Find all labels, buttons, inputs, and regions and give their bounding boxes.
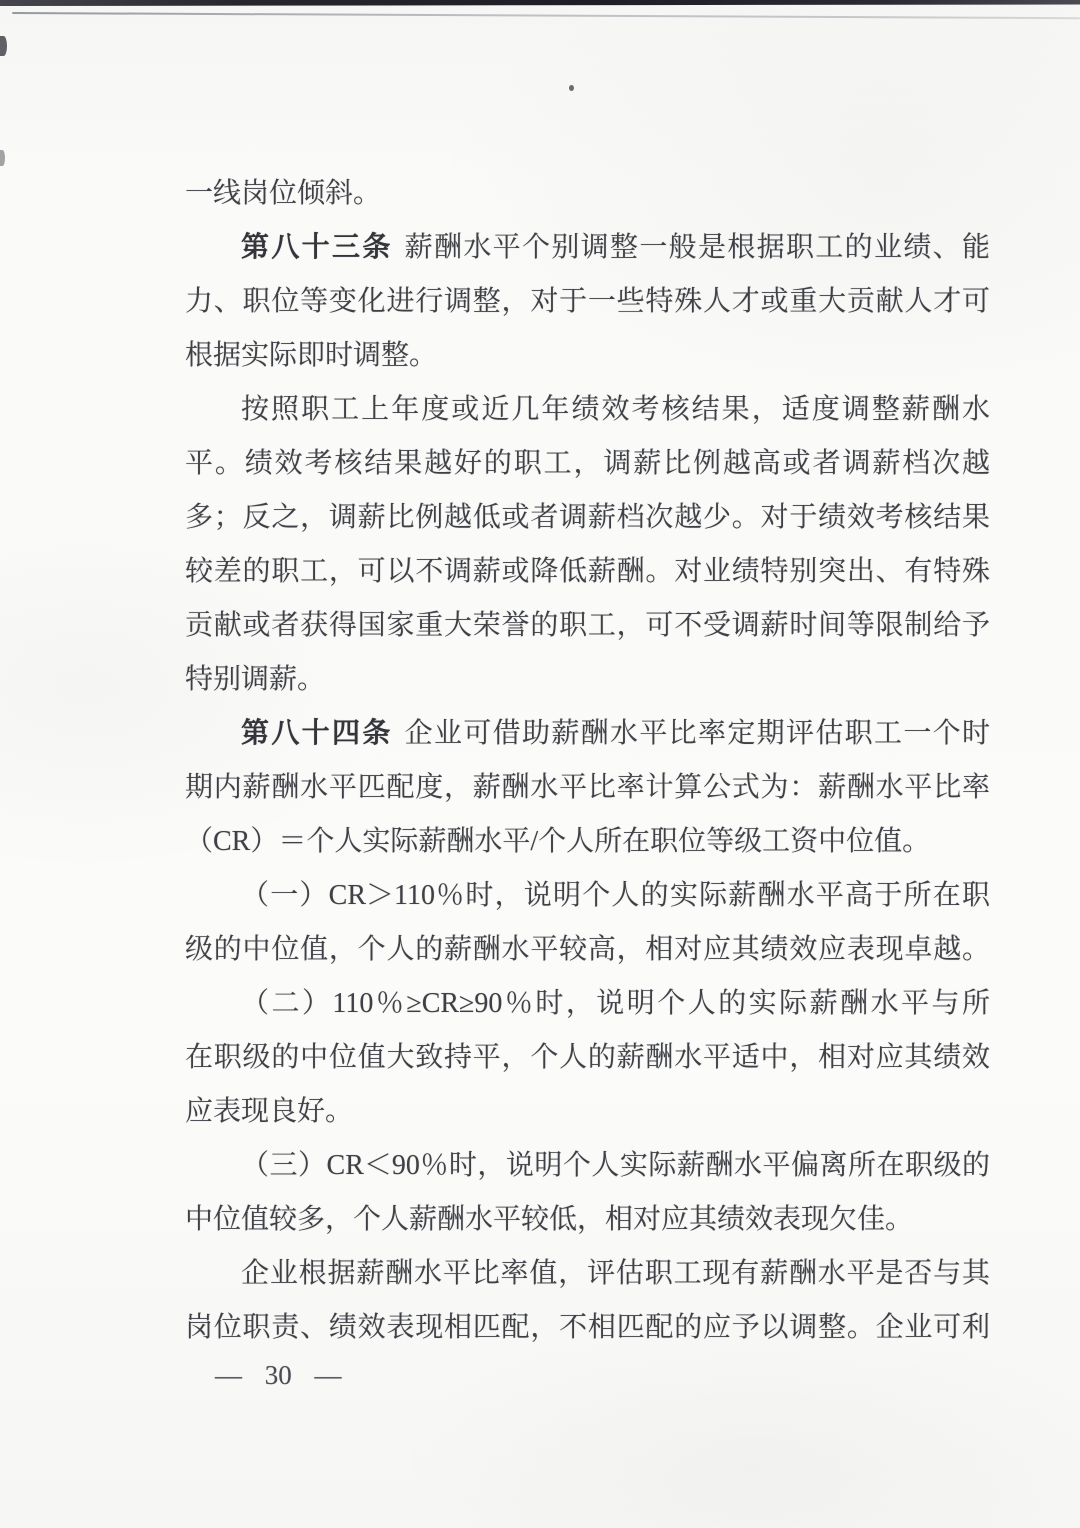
- line-text: （三）CR＜90％时，说明个人实际薪酬水平偏离所在职级的: [241, 1150, 990, 1181]
- text-line: [185, 923, 990, 977]
- text-line: [185, 653, 990, 707]
- line-text: （一）CR＞110％时，说明个人的实际薪酬水平高于所在职: [241, 880, 990, 911]
- line-text: 多；反之，调薪比例越低或者调薪档次越少。对于绩效考核结果: [185, 502, 990, 533]
- body-text: [185, 167, 990, 1355]
- text-line: [185, 437, 990, 491]
- line-text: 特别调薪。: [185, 664, 326, 695]
- line-text: 根据实际即时调整。: [185, 340, 438, 371]
- line-text: 按照职工上年度或近几年绩效考核结果，适度调整薪酬水: [241, 394, 990, 425]
- text-line: [185, 869, 990, 923]
- line-text: 应表现良好。: [185, 1096, 354, 1127]
- line-text: 薪酬水平个别调整一般是根据职工的业绩、能: [404, 232, 990, 263]
- paper-edge-line: [12, 12, 1080, 19]
- text-line: [185, 761, 990, 815]
- line-text: 中位值较多，个人薪酬水平较低，相对应其绩效表现欠佳。: [185, 1204, 914, 1235]
- line-text: （CR）＝个人实际薪酬水平/个人所在职位等级工资中位值。: [185, 826, 931, 857]
- line-text: 力、职位等变化进行调整，对于一些特殊人才或重大贡献人才可: [185, 286, 990, 317]
- article-number: 第八十四条: [241, 718, 393, 749]
- text-line: [185, 491, 990, 545]
- ink-speck: [569, 85, 574, 91]
- text-line: [185, 1031, 990, 1085]
- line-text: 平。绩效考核结果越好的职工，调薪比例越高或者调薪档次越: [185, 448, 990, 479]
- text-line: [185, 707, 990, 761]
- text-line: [185, 599, 990, 653]
- line-text: （二）110％≥CR≥90％时，说明个人的实际薪酬水平与所: [241, 988, 990, 1019]
- text-line: [185, 1085, 990, 1139]
- text-line: [185, 329, 990, 383]
- line-text: 一线岗位倾斜。: [185, 178, 382, 209]
- ink-speck: [0, 36, 7, 56]
- ink-speck: [0, 150, 5, 166]
- text-line: [185, 1301, 990, 1355]
- line-text: 级的中位值，个人的薪酬水平较高，相对应其绩效应表现卓越。: [185, 934, 990, 965]
- text-line: [185, 275, 990, 329]
- text-line: [185, 545, 990, 599]
- text-line: [185, 167, 990, 221]
- line-text: 企业可借助薪酬水平比率定期评估职工一个时: [404, 718, 990, 749]
- line-text: 在职级的中位值大致持平，个人的薪酬水平适中，相对应其绩效: [185, 1042, 990, 1073]
- line-text: 贡献或者获得国家重大荣誉的职工，可不受调薪时间等限制给予: [185, 610, 990, 641]
- line-text: 期内薪酬水平匹配度，薪酬水平比率计算公式为：薪酬水平比率: [185, 772, 990, 803]
- text-line: [185, 815, 990, 869]
- line-text: 岗位职责、绩效表现相匹配，不相匹配的应予以调整。企业可利: [185, 1312, 990, 1343]
- text-line: [185, 1139, 990, 1193]
- text-line: [185, 383, 990, 437]
- text-line: [185, 221, 990, 275]
- scanner-edge-top: [0, 0, 1080, 6]
- text-line: [185, 1247, 990, 1301]
- line-text: 企业根据薪酬水平比率值，评估职工现有薪酬水平是否与其: [241, 1258, 990, 1289]
- line-text: 较差的职工，可以不调薪或降低薪酬。对业绩特别突出、有特殊: [185, 556, 990, 587]
- text-line: [185, 977, 990, 1031]
- article-number: 第八十三条: [241, 232, 393, 263]
- text-line: [185, 1193, 990, 1247]
- page-number: — 30 —: [215, 1360, 342, 1390]
